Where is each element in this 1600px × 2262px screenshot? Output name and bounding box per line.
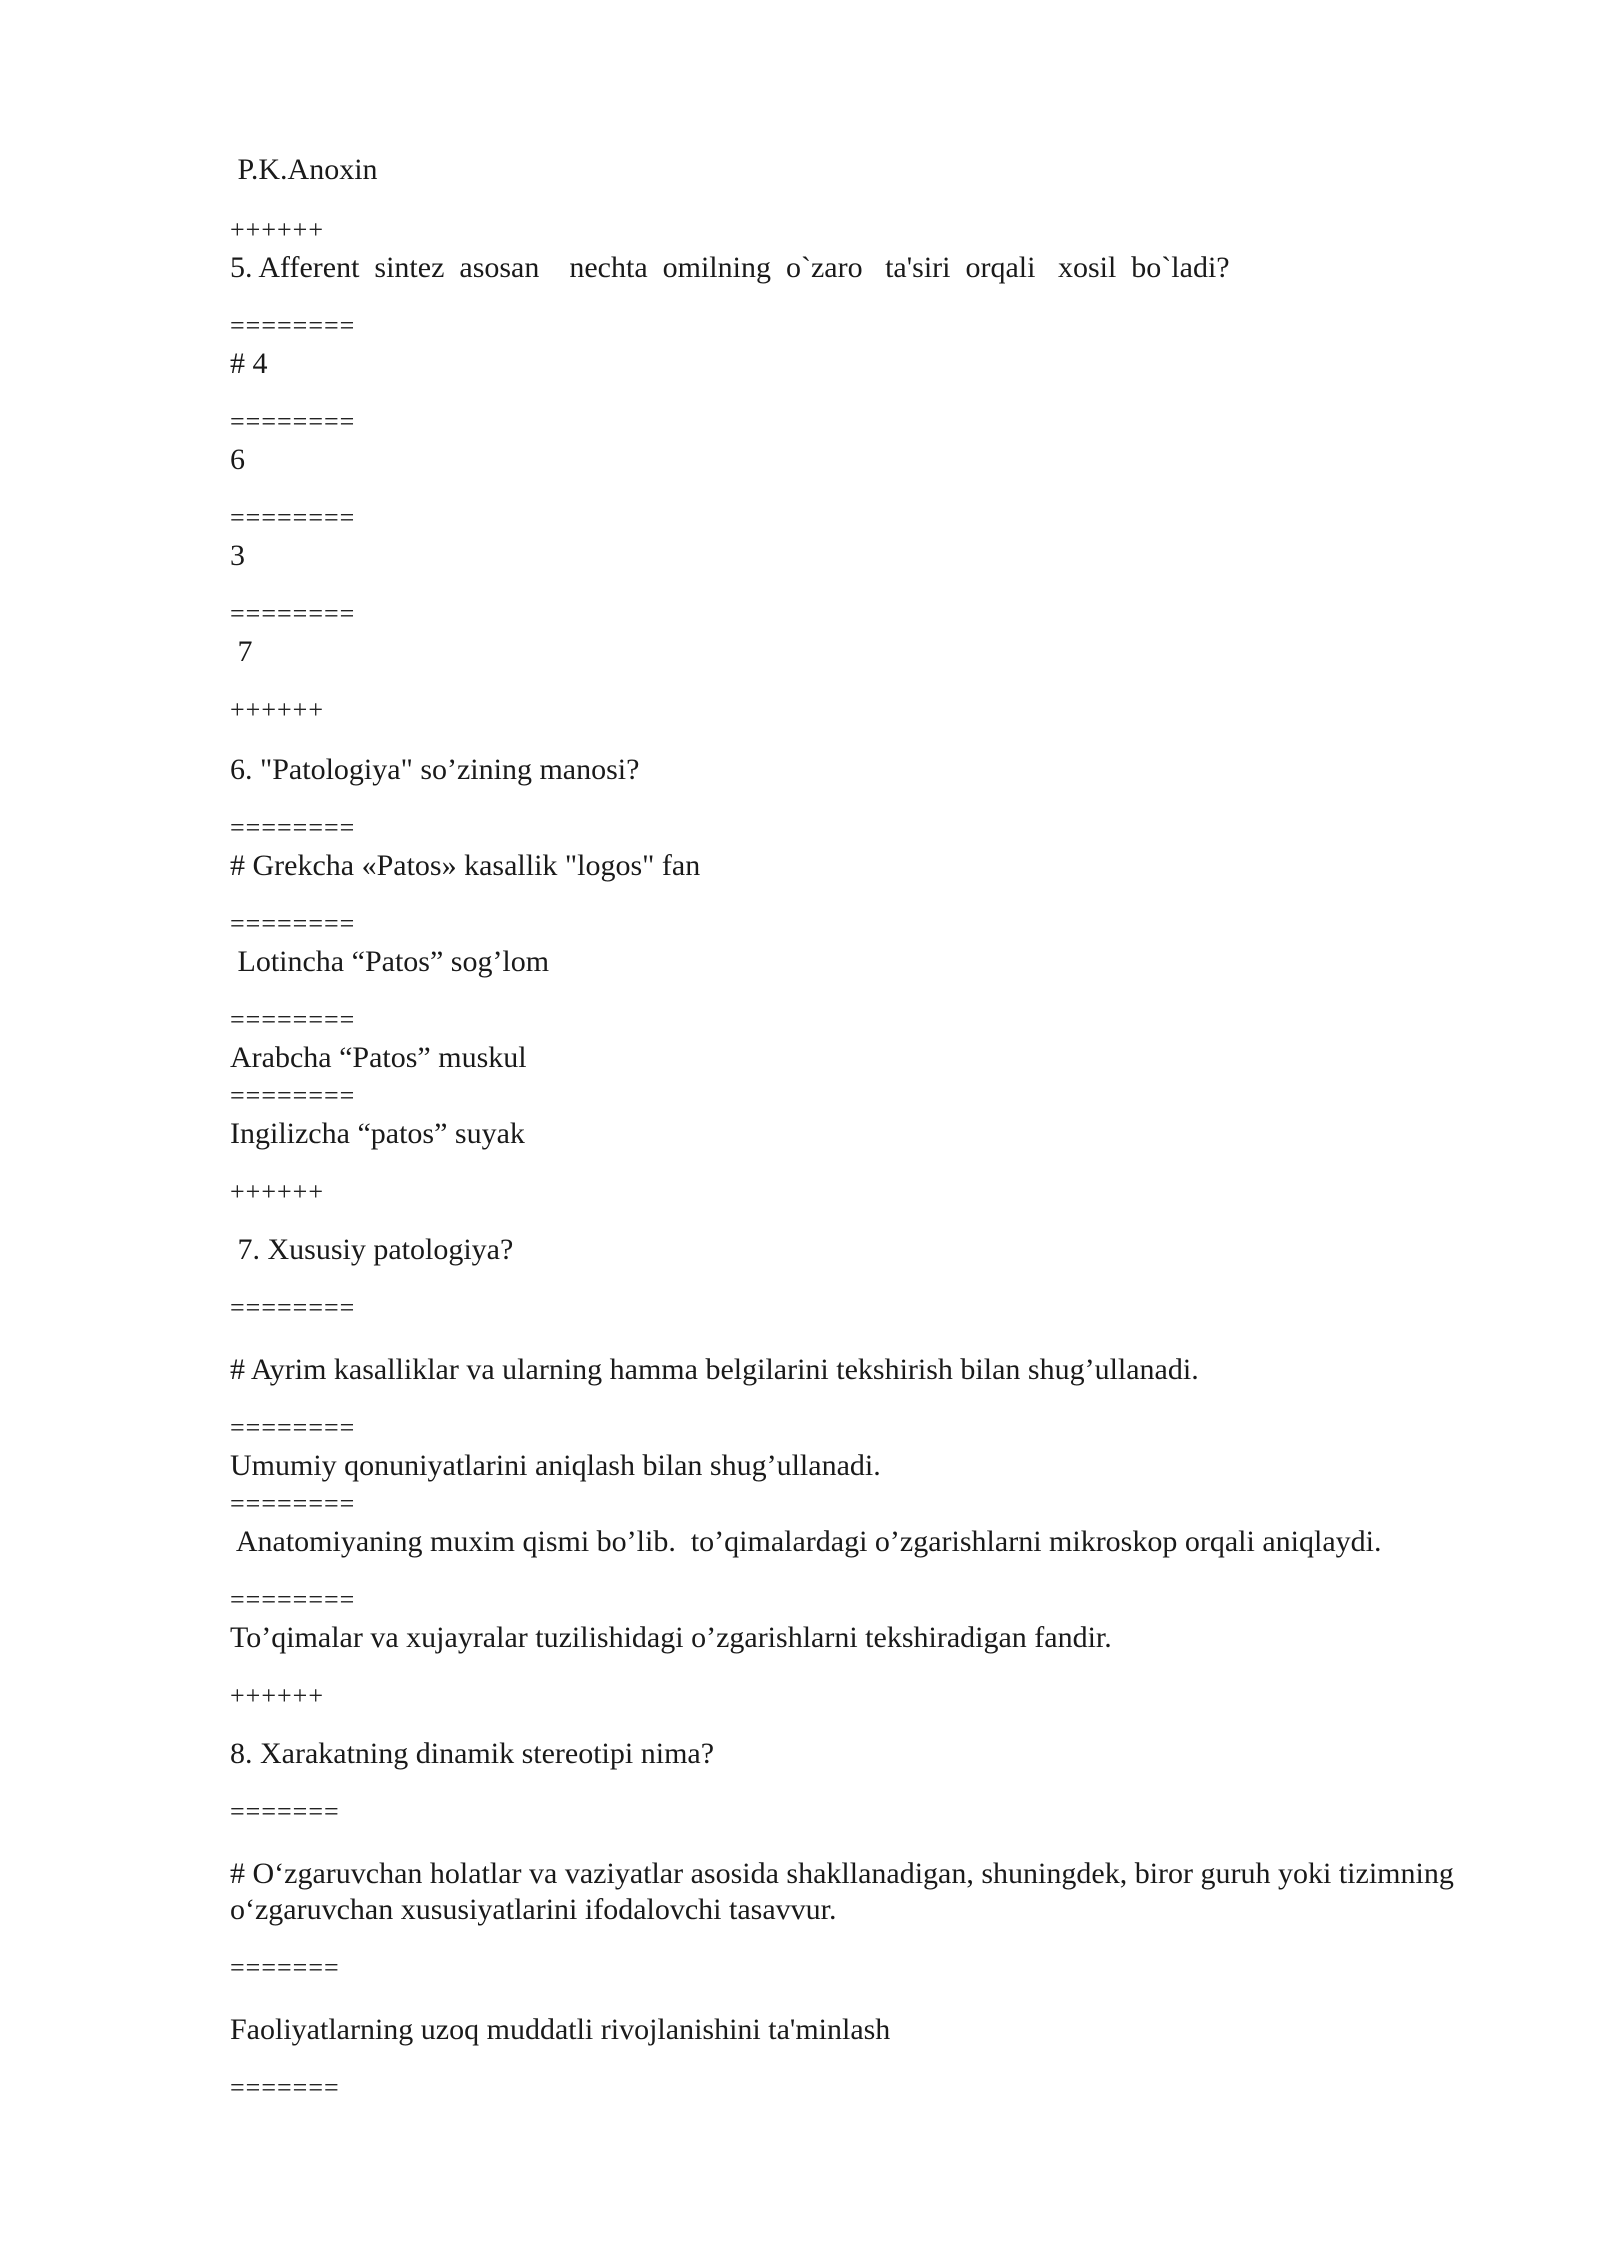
answer-text: # Ayrim kasalliklar va ularning hamma belgilarini tekshirish bilan shug’ullanadi.: [230, 1353, 1199, 1386]
answer-text: Lotincha “Patos” sog’lom: [230, 945, 550, 978]
answer-text: Anatomiyaning muxim qismi bo’lib. to’qimalardagi o’zgarishlarni mikroskop orqali aniqlaydi.: [230, 1525, 1382, 1558]
question-text: 5. Afferent sintez asosan nechta omilning o`zaro ta'siri orqali xosil bo`ladi?: [230, 251, 1230, 284]
answer-text: Ingilizcha “patos” suyak: [230, 1117, 525, 1150]
answer-text: Umumiy qonuniyatlarini aniqlash bilan shug’ullanadi.: [230, 1449, 881, 1482]
answer-separator: ========: [230, 1413, 356, 1442]
answer-separator: ========: [230, 1489, 356, 1518]
question-text: 7. Xususiy patologiya?: [230, 1233, 514, 1266]
question-text: 8. Xarakatning dinamik stereotipi nima?: [230, 1737, 715, 1770]
block-divider: ++++++: [230, 215, 324, 244]
answer-separator: ========: [230, 311, 356, 340]
answer-text: To’qimalar va xujayralar tuzilishidagi o’zgarishlarni tekshiradigan fandir.: [230, 1621, 1112, 1654]
answer-separator: ========: [230, 1081, 356, 1110]
answer-separator: ========: [230, 599, 356, 628]
answer-text: # 4: [230, 347, 268, 380]
answer-separator: ========: [230, 909, 356, 938]
answer-separator: =======: [230, 1797, 340, 1826]
answer-separator: ========: [230, 1293, 356, 1322]
answer-text: # O‘zgaruvchan holatlar va vaziyatlar asosida shakllanadigan, shuningdek, biror guruh yoki tizimning o‘zgaruvchan xususiyatlarini ifodalovchi tasavvur.: [230, 1857, 1454, 1926]
answer-separator: ========: [230, 1585, 356, 1614]
answer-text: P.K.Anoxin: [230, 153, 378, 186]
answer-text: Arabcha “Patos” muskul: [230, 1041, 527, 1074]
block-divider: ++++++: [230, 1681, 324, 1710]
answer-text: 6: [230, 443, 245, 476]
answer-separator: =======: [230, 1953, 340, 1982]
answer-text: 7: [230, 635, 253, 668]
question-text: 6. "Patologiya" so’zining manosi?: [230, 753, 640, 786]
block-divider: ++++++: [230, 695, 324, 724]
answer-separator: ========: [230, 503, 356, 532]
answer-separator: ========: [230, 813, 356, 842]
answer-separator: =======: [230, 2073, 340, 2102]
answer-separator: ========: [230, 1005, 356, 1034]
answer-separator: ========: [230, 407, 356, 436]
answer-text: 3: [230, 539, 245, 572]
answer-text: # Grekcha «Patos» kasallik "logos" fan: [230, 849, 701, 882]
block-divider: ++++++: [230, 1177, 324, 1206]
answer-text: Faoliyatlarning uzoq muddatli rivojlanishini ta'minlash: [230, 2013, 891, 2046]
